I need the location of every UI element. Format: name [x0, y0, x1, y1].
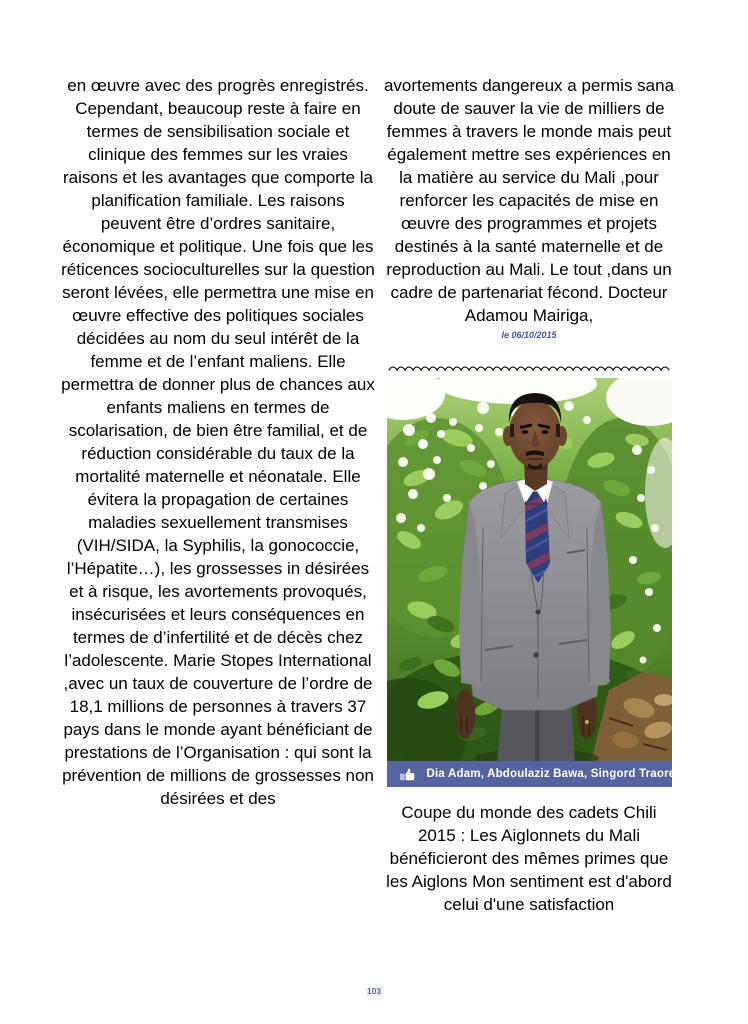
- right-column-paragraph-2: Coupe du monde des cadets Chili 2015 : Les Aiglonnets du Mali bénéficieront des mêmes primes que les Aiglons Mon sentiment est d'abord celui d'une satisfaction: [386, 803, 672, 914]
- right-column: [381, 74, 677, 916]
- squiggle-line: [387, 364, 672, 373]
- article-date: le 06/10/2015: [501, 330, 557, 340]
- figure: [387, 378, 676, 787]
- left-column: [60, 74, 376, 810]
- left-column-paragraph: en œuvre avec des progrès enregistrés. Cependant, beaucoup reste à faire en termes de sensibilisation sociale et clinique des femmes sur les vraies raisons et les avantages que comporte la planification familiale. Les raisons peuvent être d’ordres sanitaire, économique et politique. Une fois que les réticences socioculturelles sur la question seront lévées, elle permettra une mise en œuvre effective des politiques sociales décidées au nom du seul intérêt de la femme et de l’enfant maliens. Elle permettra de donner plus de chances aux enfants maliens en termes de scolarisation, de bien être familial, et de réduction considérable du taux de la mortalité maternelle et néonatale. Elle évitera la propagation de certaines maladies sexuellement transmises (VIH/SIDA, la Syphilis, la gonococcie, l’Hépatite…), les grossesses in désirées et à risque, les avortements provoqués, insécurisées et leurs conséquences en termes de d’infertilité et de décès chez l’adolescente. Marie Stopes International ,avec un taux de couverture de l’ordre de 18,1 millions de personnes à travers 37 pays dans le monde ayant bénéficiant de prestations de l’Organisation : qui sont la prévention de millions de grossesses non désirées et des: [61, 76, 375, 808]
- photo-caption-text: Dia Adam, Abdoulaziz Bawa, Singord Traore: [426, 768, 676, 780]
- photo-caption-bar: [387, 761, 676, 787]
- squiggle-divider: [381, 360, 677, 369]
- thumbs-up-icon: [399, 766, 416, 782]
- portrait-photo: [387, 378, 672, 761]
- page-number: 103: [366, 986, 382, 996]
- right-column-paragraph-1: avortements dangereux a permis sana doute de sauver la vie de milliers de femmes à travers le monde mais peut également mettre ses expériences en la matière au service du Mali ,pour renforcer les capacités de mise en œuvre des programmes et projets destinés à la santé maternelle et de reproduction au Mali. Le tout ,dans un cadre de partenariat fécond. Docteur Adamou Mairiga,: [383, 76, 675, 325]
